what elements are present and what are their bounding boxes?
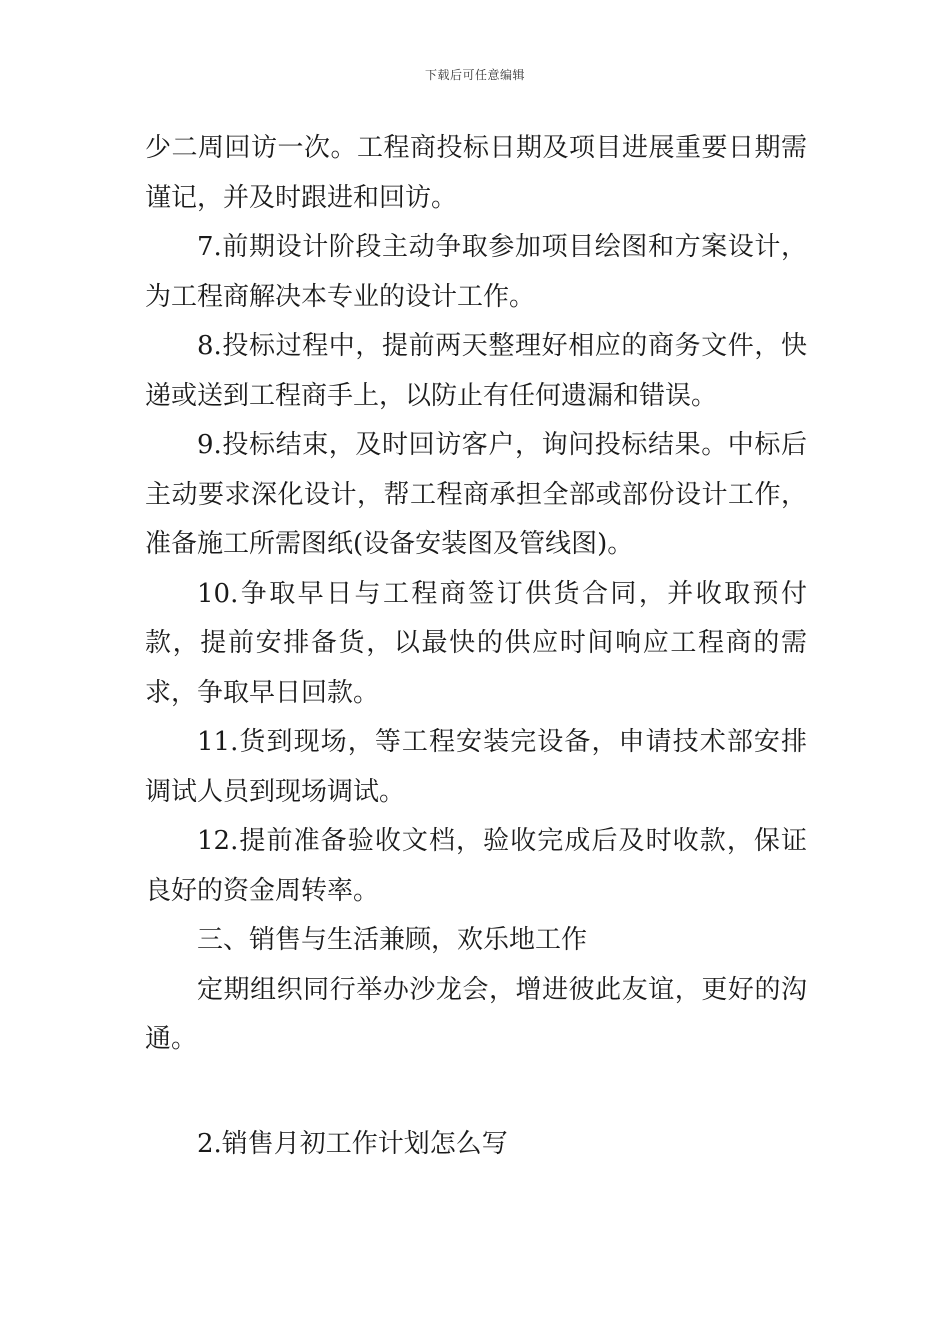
- section-heading-2: 2.销售月初工作计划怎么写: [197, 1128, 508, 1159]
- paragraph-item-10: 10.争取早日与工程商签订供货合同，并收取预付款，提前安排备货，以最快的供应时间响应工程商的需求，争取早日回款。: [145, 578, 807, 708]
- section-heading-3: 三、销售与生活兼顾，欢乐地工作: [197, 925, 588, 955]
- paragraph-item-11: 11.货到现场，等工程安装完设备，申请技术部安排调试人员到现场调试。: [145, 727, 807, 807]
- paragraph-item-7: 7.前期设计阶段主动争取参加项目绘图和方案设计，为工程商解决本专业的设计工作。: [145, 232, 807, 312]
- page-header-note: 下载后可任意编辑: [424, 68, 525, 82]
- paragraph-continuation: 少二周回访一次。工程商投标日期及项目进展重要日期需谨记，并及时跟进和回访。: [145, 133, 807, 213]
- paragraph-item-8: 8.投标过程中，提前两天整理好相应的商务文件，快递或送到工程商手上，以防止有任何遗漏和错误。: [145, 331, 807, 411]
- paragraph-item-12: 12.提前准备验收文档，验收完成后及时收款，保证良好的资金周转率。: [145, 826, 807, 906]
- paragraph-salon: 定期组织同行举办沙龙会，增进彼此友谊，更好的沟通。: [145, 974, 807, 1054]
- paragraph-item-9: 9.投标结束，及时回访客户，询问投标结果。中标后主动要求深化设计，帮工程商承担全部或部份设计工作，准备施工所需图纸(设备安装图及管线图)。: [145, 430, 807, 559]
- document-body: [145, 124, 807, 1169]
